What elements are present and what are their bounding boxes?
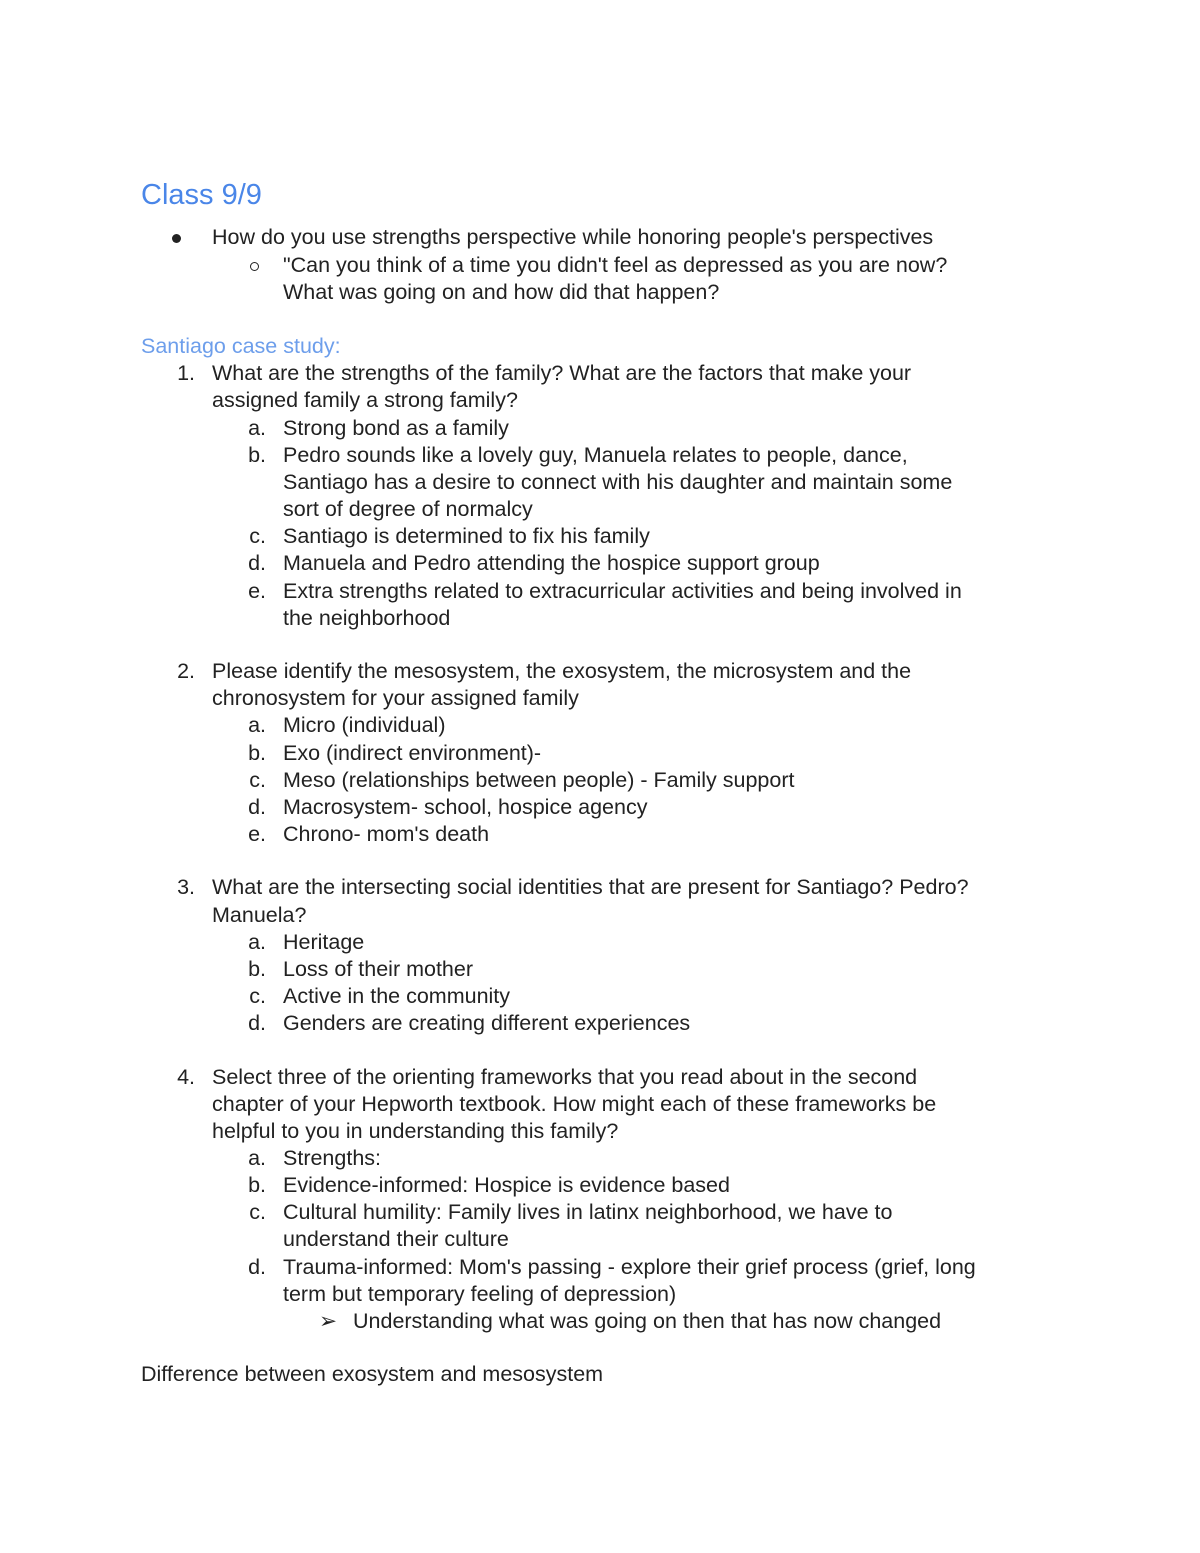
- answer-line: Trauma-informed: Mom's passing - explore their grief process (grief, long: [283, 1255, 976, 1279]
- question-line: assigned family a strong family?: [212, 388, 518, 412]
- page-title: Class 9/9: [141, 179, 262, 211]
- answer-letter: a.: [248, 930, 266, 954]
- answer-line: Santiago has a desire to connect with his daughter and maintain some: [283, 470, 953, 494]
- answer-line: Pedro sounds like a lovely guy, Manuela relates to people, dance,: [283, 443, 908, 467]
- answer-letter: e.: [248, 579, 266, 603]
- question-number: 4.: [177, 1065, 195, 1089]
- answer-letter: d.: [248, 795, 266, 819]
- question-line: Please identify the mesosystem, the exosystem, the microsystem and the: [212, 659, 912, 683]
- answer-letter: b.: [248, 443, 266, 467]
- answer-letter: d.: [248, 1011, 266, 1035]
- answer-letter: b.: [248, 741, 266, 765]
- answer-line: Cultural humility: Family lives in latinx neighborhood, we have to: [283, 1200, 893, 1224]
- answer-line: Santiago is determined to fix his family: [283, 524, 650, 548]
- bullet-circle-icon: [250, 262, 259, 271]
- question-number: 1.: [177, 361, 195, 385]
- answer-line: Genders are creating different experiences: [283, 1011, 691, 1035]
- bullet-disc-icon: [172, 234, 181, 243]
- answer-letter: c.: [249, 768, 266, 792]
- answer-letter: b.: [248, 957, 266, 981]
- answer-line: Strengths:: [283, 1146, 381, 1170]
- sub-bullet-line: What was going on and how did that happen?: [283, 280, 720, 304]
- question-line: chronosystem for your assigned family: [212, 686, 579, 710]
- question-line: helpful to you in understanding this family?: [212, 1119, 619, 1143]
- question-line: Manuela?: [212, 903, 307, 927]
- answer-letter: c.: [249, 524, 266, 548]
- answer-letter: d.: [248, 551, 266, 575]
- answer-letter: e.: [248, 822, 266, 846]
- answer-line: Extra strengths related to extracurricular activities and being involved in: [283, 579, 962, 603]
- answer-line: Micro (individual): [283, 713, 446, 737]
- answer-line: Active in the community: [283, 984, 511, 1008]
- case-study-heading: Santiago case study:: [141, 334, 341, 358]
- question-number: 3.: [177, 875, 195, 899]
- answer-line: Manuela and Pedro attending the hospice support group: [283, 551, 820, 575]
- answer-line: Meso (relationships between people) - Family support: [283, 768, 795, 792]
- answer-letter: c.: [249, 984, 266, 1008]
- answer-letter: a.: [248, 416, 266, 440]
- answer-line: Macrosystem- school, hospice agency: [283, 795, 648, 819]
- answer-line: sort of degree of normalcy: [283, 497, 533, 521]
- answer-line: understand their culture: [283, 1227, 509, 1251]
- answer-line: Exo (indirect environment)-: [283, 741, 542, 765]
- answer-line: Heritage: [283, 930, 365, 954]
- answer-line: Loss of their mother: [283, 957, 474, 981]
- answer-letter: c.: [249, 1200, 266, 1224]
- answer-line: term but temporary feeling of depression): [283, 1282, 677, 1306]
- top-bullet-text: How do you use strengths perspective while honoring people's perspectives: [212, 225, 934, 249]
- sub-bullet-line: "Can you think of a time you didn't feel as depressed as you are now?: [283, 253, 948, 277]
- arrow-bullet-icon: ➢: [319, 1309, 338, 1333]
- answer-letter: d.: [248, 1255, 266, 1279]
- answer-letter: a.: [248, 713, 266, 737]
- question-line: What are the intersecting social identities that are present for Santiago? Pedro?: [212, 875, 969, 899]
- answer-line: Strong bond as a family: [283, 416, 509, 440]
- answer-line: Chrono- mom's death: [283, 822, 490, 846]
- answer-letter: a.: [248, 1146, 266, 1170]
- answer-line: Evidence-informed: Hospice is evidence based: [283, 1173, 730, 1197]
- answer-line: the neighborhood: [283, 606, 451, 630]
- answer-letter: b.: [248, 1173, 266, 1197]
- question-line: Select three of the orienting frameworks that you read about in the second: [212, 1065, 918, 1089]
- arrow-item-text: Understanding what was going on then that has now changed: [353, 1309, 942, 1333]
- question-line: chapter of your Hepworth textbook. How might each of these frameworks be: [212, 1092, 937, 1116]
- question-number: 2.: [177, 659, 195, 683]
- question-line: What are the strengths of the family? What are the factors that make your: [212, 361, 912, 385]
- footer-note: Difference between exosystem and mesosystem: [141, 1362, 604, 1386]
